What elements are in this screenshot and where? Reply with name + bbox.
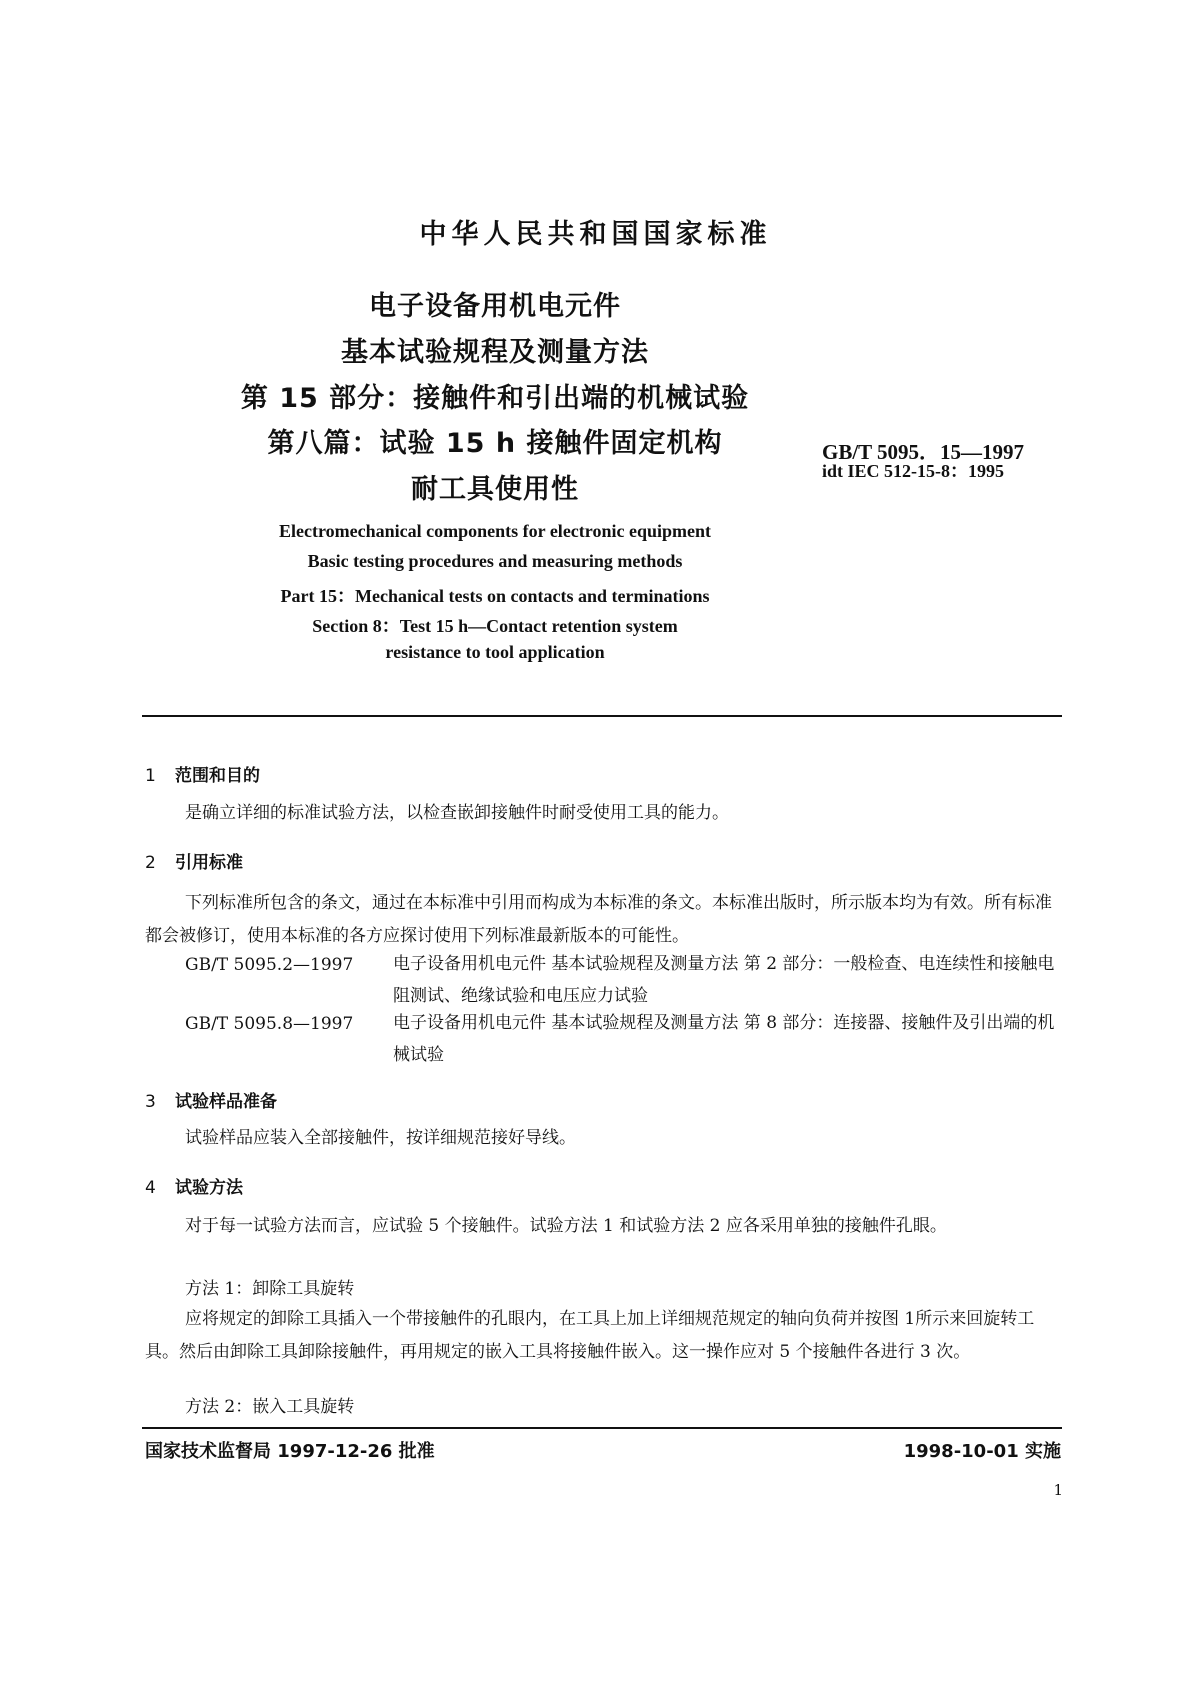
section-2-text: 下列标准所包含的条文，通过在本标准中引用而构成为本标准的条文。本标准出版时，所示版本均为有效。所有标准都会被修订，使用本标准的各方应探讨使用下列标准最新版本的可能性。 xyxy=(145,893,1052,946)
method-2-title: 方法 2：嵌入工具旋转 xyxy=(185,1397,355,1417)
section-number: 4 xyxy=(145,1178,156,1198)
footer-divider xyxy=(142,1427,1062,1429)
header-divider xyxy=(142,715,1062,717)
section-1-heading xyxy=(145,761,260,786)
title-cn-line-1: 电子设备用机电元件 xyxy=(369,291,621,322)
section-number: 1 xyxy=(145,766,156,786)
title-en-line-1: Electromechanical components for electronic equipment xyxy=(279,521,711,541)
title-cn-line-3: 第 15 部分：接触件和引出端的机械试验 xyxy=(240,383,750,414)
section-title: 试验样品准备 xyxy=(175,1092,277,1112)
reference-title: 电子设备用机电元件 基本试验规程及测量方法 第 2 部分：一般检查、电连续性和接触电阻测试、绝缘试验和电压应力试验 xyxy=(393,954,1055,1006)
title-cn-line-4: 第八篇：试验 15 h 接触件固定机构 xyxy=(267,428,723,459)
title-en-line-4: Section 8：Test 15 h—Contact retention system xyxy=(312,616,678,636)
reference-title: 电子设备用机电元件 基本试验规程及测量方法 第 8 部分：连接器、接触件及引出端的机械试验 xyxy=(393,1013,1055,1065)
section-3-heading xyxy=(145,1087,277,1112)
page-number: 1 xyxy=(1053,1481,1063,1499)
title-en-line-5: resistance to tool application xyxy=(385,642,605,662)
idt-code: idt IEC 512-15-8：1995 xyxy=(822,461,1005,481)
title-en-line-3: Part 15：Mechanical tests on contacts and terminations xyxy=(280,586,710,606)
title-cn-line-2: 基本试验规程及测量方法 xyxy=(341,337,649,368)
section-title: 范围和目的 xyxy=(175,766,260,786)
reference-code: GB/T 5095.8—1997 xyxy=(185,1014,354,1034)
section-4-paragraph: 对于每一试验方法而言，应试验 5 个接触件。试验方法 1 和试验方法 2 应各采用单独的接触件孔眼。 xyxy=(185,1216,947,1236)
section-title: 试验方法 xyxy=(175,1178,243,1198)
section-1-text: 是确立详细的标准试验方法，以检查嵌卸接触件时耐受使用工具的能力。 xyxy=(185,803,729,823)
approval-line: 国家技术监督局 1997-12-26 批准 xyxy=(145,1441,435,1462)
section-2-heading xyxy=(145,848,243,873)
method-1-text: 应将规定的卸除工具插入一个带接触件的孔眼内，在工具上加上详细规范规定的轴向负荷并按图 1所示来回旋转工具。然后由卸除工具卸除接触件，再用规定的嵌入工具将接触件嵌入。这一操作应对 5 个接触件各进行 3 次。 xyxy=(145,1309,1035,1362)
national-standard-heading: 中华人民共和国国家标准 xyxy=(419,219,772,250)
title-cn-line-5: 耐工具使用性 xyxy=(411,474,579,505)
implementation-date: 1998-10-01 实施 xyxy=(903,1441,1061,1462)
standard-code: GB/T 5095．15—1997 xyxy=(822,440,1025,464)
section-number: 2 xyxy=(145,853,156,873)
section-title: 引用标准 xyxy=(175,853,243,873)
method-1-title: 方法 1：卸除工具旋转 xyxy=(185,1279,355,1299)
section-3-text: 试验样品应装入全部接触件，按详细规范接好导线。 xyxy=(185,1128,576,1148)
reference-code: GB/T 5095.2—1997 xyxy=(185,955,354,975)
title-en-line-2: Basic testing procedures and measuring methods xyxy=(307,551,683,571)
section-number: 3 xyxy=(145,1092,156,1112)
section-4-heading xyxy=(145,1173,243,1198)
